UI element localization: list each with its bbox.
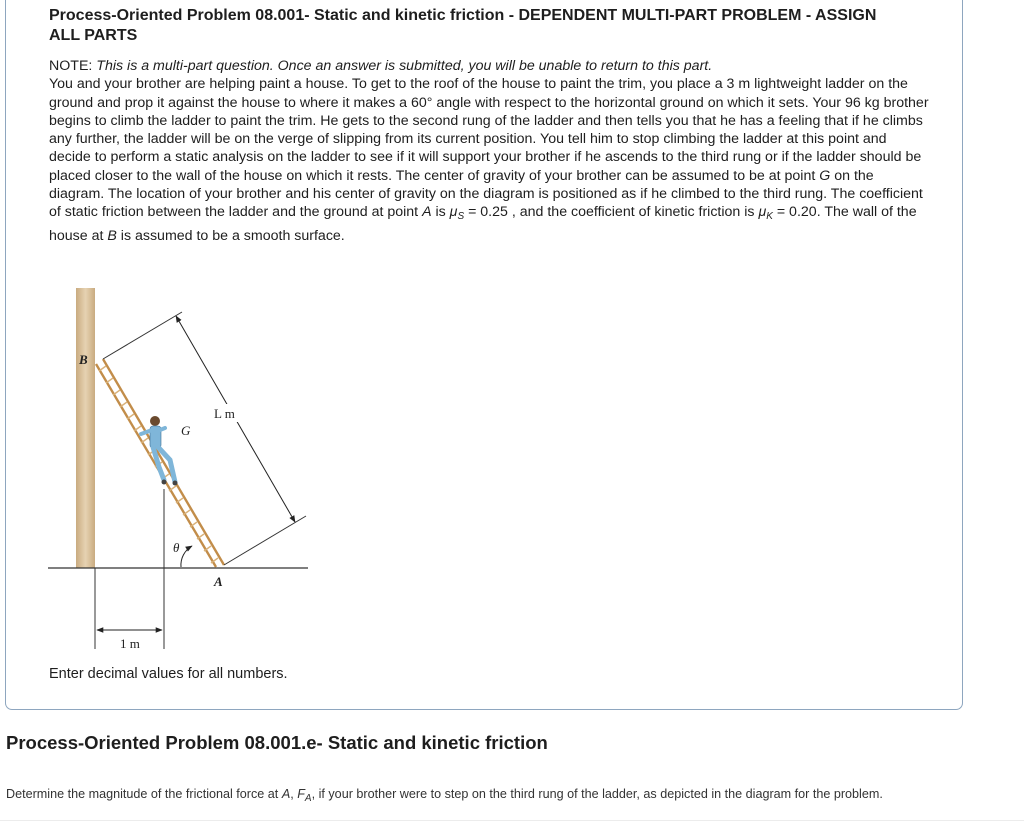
part-title: Process-Oriented Problem 08.001.e- Static and kinetic friction [6, 732, 548, 753]
note-text: This is a multi-part question. Once an answer is submitted, you will be unable to return to this part. [96, 58, 713, 74]
note-line [49, 57, 929, 75]
paragraph-text-1: You and your brother are helping paint a house. To get to the roof of the house to paint the trim, you place a 3 m lightweight ladder on the ground and prop it against the house to where it makes a 60° angle with respect to the horizontal ground on which it sets. Your 96 kg brother begins to climb the ladder to paint the trim. He gets to the second rung of the ladder and then tells you that he has a feeling that if he climbs any further, the ladder will be on the verge of slipping from its current position. You tell him to stop climbing the ladder at this point and decide to perform a static analysis on the ladder to see if it will support your brother if he ascends to the third rung or if the ladder should be placed closer to the wall of the house on which it rests. The center of gravity of your brother can be assumed to be at point [49, 76, 929, 184]
instruction-text: Enter decimal values for all numbers. [49, 666, 288, 682]
l-extension-bottom [224, 516, 306, 565]
label-a: A [214, 574, 223, 589]
theta-angle-arc [181, 546, 192, 567]
problem-paragraph [49, 75, 929, 245]
part-question [6, 787, 883, 804]
label-g: G [181, 423, 191, 438]
question-text-3: , if your brother were to step on the third rung of the ladder, as depicted in the diagram for the problem. [311, 787, 883, 801]
mu-s-symbol [449, 204, 465, 223]
paragraph-text-3: is [431, 204, 450, 221]
mu-symbol: μ [449, 204, 458, 221]
point-a: A [422, 204, 432, 221]
ladder-diagram [44, 284, 324, 662]
question-point-a: A [281, 787, 291, 801]
force-symbol [297, 787, 312, 804]
question-text-1: Determine the magnitude of the frictional force at [6, 787, 282, 801]
label-theta: θ [173, 540, 180, 555]
section-divider [0, 820, 1024, 821]
problem-statement [49, 57, 929, 245]
paragraph-text-5: . The wall of the house at [49, 204, 917, 244]
point-b: B [107, 227, 117, 244]
force-letter: F [297, 787, 305, 801]
mu-s-value: = 0.25 [464, 204, 508, 221]
house-wall [76, 288, 95, 568]
label-one-meter: 1 m [120, 636, 140, 651]
problem-title: Process-Oriented Problem 08.001- Static and kinetic friction - DEPENDENT MULTI-PART PROBLEM - ASSIGN ALL PARTS [49, 7, 877, 44]
point-g: G [819, 167, 831, 184]
mu-k-symbol [758, 204, 773, 223]
paragraph-text-2: on the diagram. The location of your brother and his center of gravity on the diagram is positioned as if he climbed to the third rung. The coefficient of static friction between the ladder and the ground at point [49, 167, 923, 221]
mu-k-subscript: K [766, 211, 773, 223]
l-extension-top [103, 312, 182, 359]
mu-s-subscript: S [457, 211, 465, 223]
note-label: NOTE: [49, 58, 97, 74]
question-text-2: , [290, 787, 298, 801]
mu-k-value: = 0.20 [772, 204, 817, 221]
mu-symbol: μ [758, 204, 767, 221]
force-subscript: A [304, 793, 312, 804]
paragraph-text-6: is assumed to be a smooth surface. [116, 227, 345, 244]
label-l: L m [214, 406, 235, 421]
paragraph-text-4: , and the coefficient of kinetic friction is [507, 204, 759, 221]
label-b: B [79, 352, 88, 367]
